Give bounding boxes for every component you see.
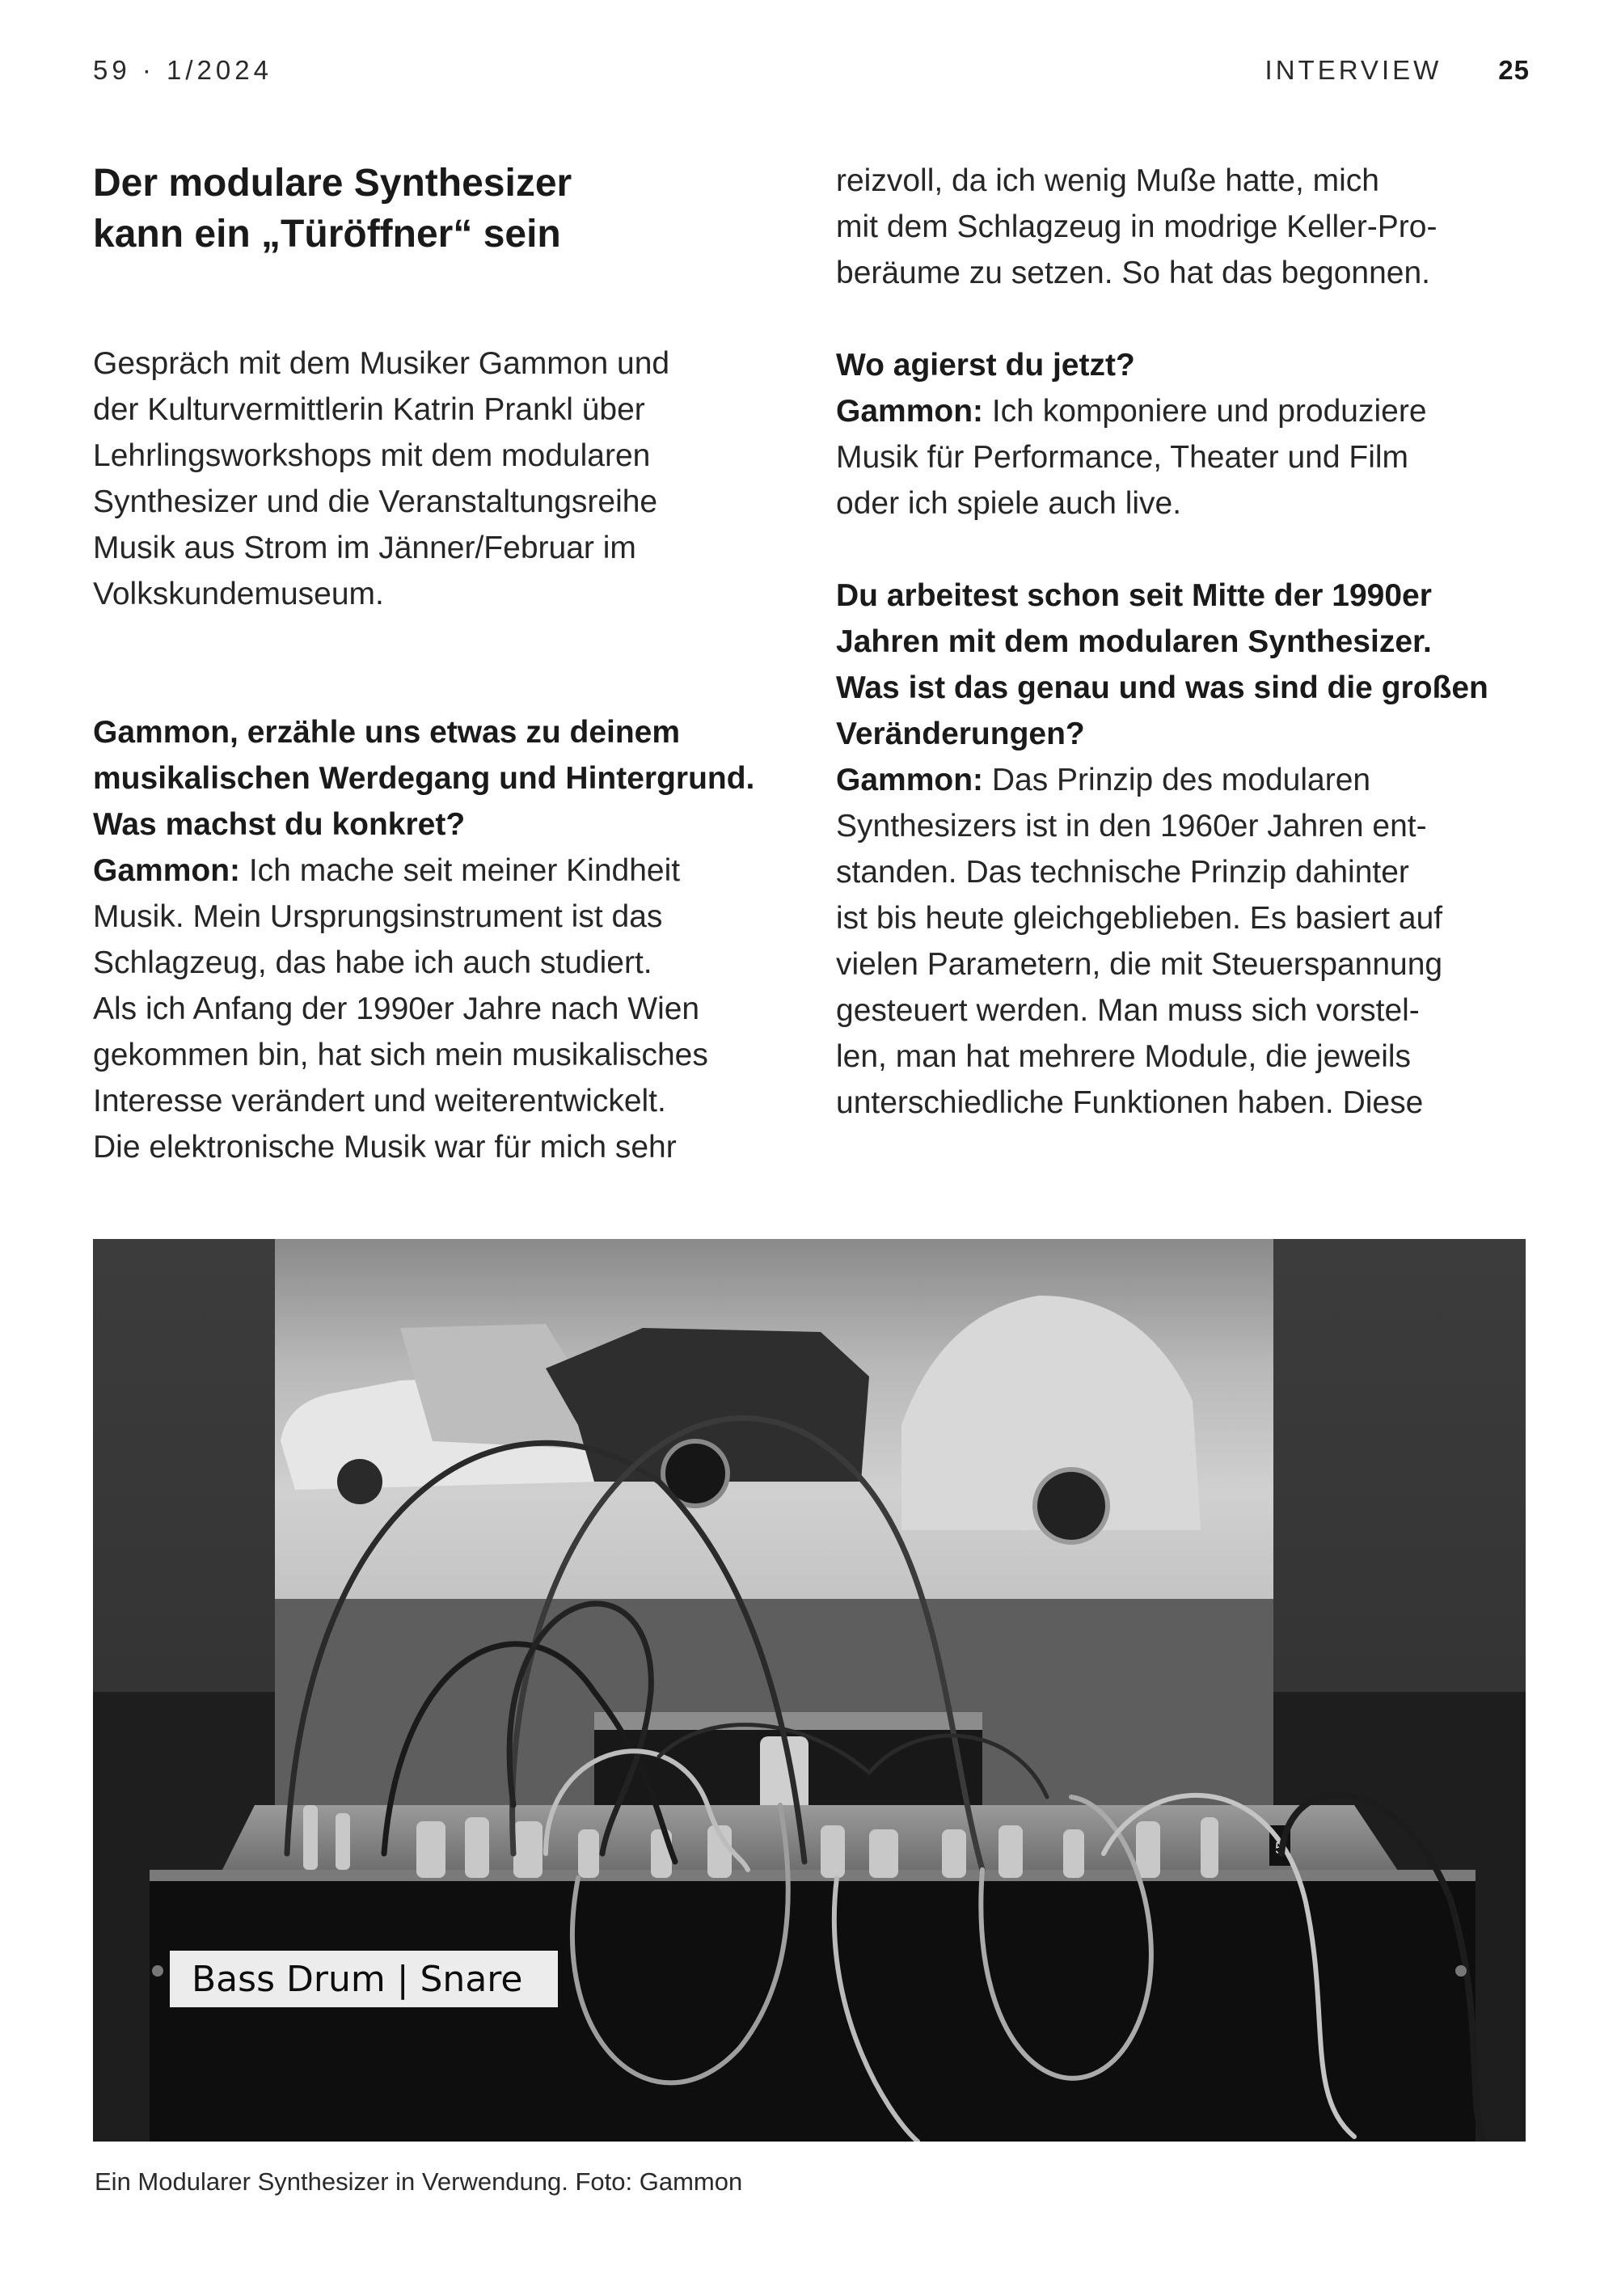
lead-line: Lehrlingsworkshops mit dem modularen [93, 438, 651, 473]
photo-illustration [93, 1239, 1526, 2142]
synth-case-front [150, 1874, 1476, 2142]
question-line: Jahren mit dem modularen Synthesizer. [836, 624, 1432, 659]
lead-line: Synthesizer und die Veranstaltungsreihe [93, 484, 658, 519]
right-column [836, 158, 1547, 1172]
answer-text: Ich mache seit meiner Kindheit [240, 853, 681, 888]
answer-line [93, 848, 813, 894]
lead-line: Gespräch mit dem Musiker Gammon und [93, 346, 670, 381]
synth-case-rim [150, 1870, 1476, 1881]
question-line: musikalischen Werdegang und Hintergrund. [93, 761, 755, 796]
interview-question [93, 709, 813, 848]
answer-line: gekommen bin, hat sich mein musikalisches [93, 1038, 708, 1072]
answer-line: mit dem Schlagzeug in modrige Keller-Pro- [836, 209, 1438, 244]
lead-line: Volkskundemuseum. [93, 577, 384, 611]
answer-line [836, 757, 1547, 803]
synthesizer-photo [93, 1239, 1526, 2142]
answer-line: Musik für Performance, Theater und Film [836, 440, 1409, 475]
back-synth-panel [594, 1712, 982, 1730]
answer-line: ist bis heute gleichgeblieben. Es basiert auf [836, 901, 1443, 936]
answer-line: Schlagzeug, das habe ich auch studiert. [93, 945, 652, 980]
lead-line: der Kulturvermittlerin Katrin Prankl über [93, 392, 645, 427]
interview-question [836, 573, 1547, 757]
question-line: Wo agierst du jetzt? [836, 348, 1135, 383]
answer-line: standen. Das technische Prinzip dahinter [836, 855, 1409, 890]
answer-line: unterschiedliche Funktionen haben. Diese [836, 1085, 1424, 1120]
speaker-name: Gammon: [836, 763, 984, 797]
speaker-name: Gammon: [93, 853, 241, 888]
answer-line: gesteuert werden. Man muss sich vorstel- [836, 993, 1420, 1028]
answer-line: Interesse verändert und weiterentwickelt. [93, 1084, 666, 1118]
module-number: 5 [1275, 1840, 1285, 1858]
answer-line: len, man hat mehrere Module, die jeweils [836, 1039, 1412, 1074]
car-wheel [337, 1459, 382, 1504]
photo-caption: Ein Modularer Synthesizer in Verwendung. Foto: Gammon [95, 2167, 743, 2196]
case-label-text: Bass Drum | Snare [192, 1959, 523, 2000]
issue-number: 59 · 1/2024 [93, 55, 272, 85]
screw [1455, 1965, 1467, 1977]
answer-line: beräume zu setzen. So hat das begonnen. [836, 256, 1431, 290]
interview-answer [93, 848, 813, 1170]
lead-line: Musik aus Strom im Jänner/Februar im [93, 531, 636, 565]
running-header [1265, 55, 1530, 86]
title-line: Der modulare Synthesizer [93, 162, 572, 205]
answer-text: Das Prinzip des modularen [983, 763, 1371, 797]
speaker-name: Gammon: [836, 394, 984, 429]
article-lead [93, 340, 813, 617]
title-line: kann ein „Türöffner“ sein [93, 213, 561, 256]
question-line: Veränderungen? [836, 717, 1085, 751]
answer-line: vielen Parametern, die mit Steuerspannung [836, 947, 1443, 982]
synth-case-top [218, 1805, 1403, 1878]
answer-line: Synthesizers ist in den 1960er Jahren ent- [836, 809, 1427, 844]
interview-question [836, 342, 1547, 388]
answer-line: Als ich Anfang der 1990er Jahre nach Wien [93, 992, 700, 1026]
answer-line: reizvoll, da ich wenig Muße hatte, mich [836, 163, 1379, 198]
screw [152, 1965, 163, 1977]
answer-line: Die elektronische Musik war für mich sehr [93, 1130, 677, 1165]
question-line: Du arbeitest schon seit Mitte der 1990er [836, 578, 1432, 613]
page-number: 25 [1498, 55, 1530, 85]
interview-answer [836, 388, 1547, 526]
interview-answer [836, 757, 1547, 1126]
answer-text: Ich komponiere und produziere [983, 394, 1427, 429]
answer-line: Musik. Mein Ursprungsinstrument ist das [93, 899, 663, 934]
answer-continuation [836, 158, 1547, 296]
car-wheel [1035, 1469, 1108, 1542]
answer-line: oder ich spiele auch live. [836, 486, 1182, 521]
question-line: Was ist das genau und was sind die großen [836, 670, 1488, 705]
section-label: INTERVIEW [1264, 55, 1442, 85]
question-line: Gammon, erzähle uns etwas zu deinem [93, 715, 681, 750]
answer-line [836, 388, 1547, 434]
left-column [93, 158, 813, 1216]
article-title [93, 158, 813, 260]
question-line: Was machst du konkret? [93, 807, 466, 842]
